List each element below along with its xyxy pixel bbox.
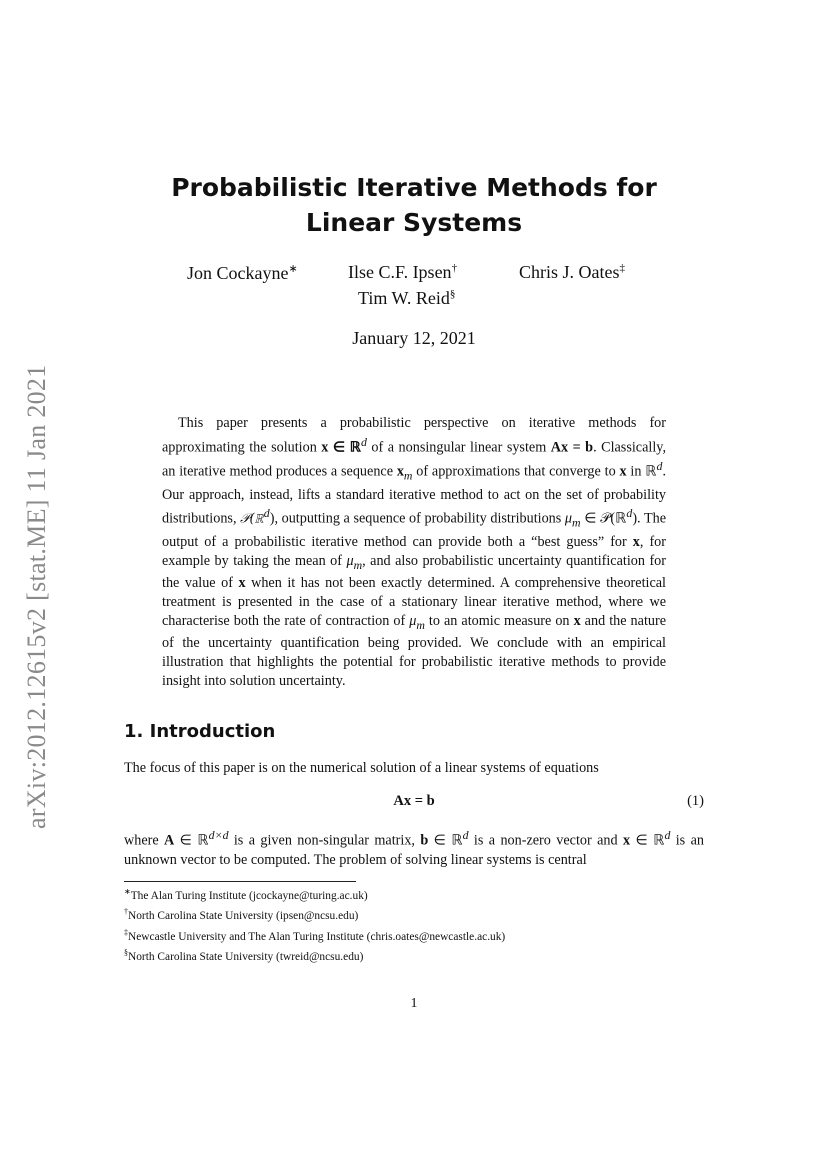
footnotes	[124, 884, 505, 966]
author-name: Ilse C.F. Ipsen	[348, 262, 452, 282]
page-number: 1	[410, 996, 418, 1011]
equation-body: Ax = b	[393, 793, 435, 809]
section-heading-introduction: 1. Introduction	[124, 721, 276, 742]
intro-paragraph-2: where A ∈ ℝ$^{d\times d}$ is a given non-singular matrix, b ∈ ℝ$^d$ is a non-zero vector and x ∈ ℝ$^d$ is an unknown vector to be computed. The problem of solving linear systems is central	[124, 828, 704, 868]
footnote-2: †North Carolina State University (ipsen@ncsu.edu)	[124, 907, 359, 923]
author-mark: ∗	[288, 263, 298, 275]
footnote-4: §North Carolina State University (twreid@ncsu.edu)	[124, 948, 364, 963]
author-name: Chris J. Oates	[519, 262, 620, 282]
footnote-3: ‡Newcastle University and The Alan Turing Institute (chris.oates@newcastle.ac.uk)	[124, 927, 506, 943]
footnote-divider	[124, 881, 356, 882]
author-mark: ‡	[619, 262, 625, 274]
author-4	[358, 288, 455, 309]
author-mark: †	[451, 262, 458, 274]
abstract: This paper presents a probabilistic perspective on iterative methods for approximating the solution x ∈ ℝ$^d$ of a nonsingular linear system Ax = b. Classically, an iterative method produces a sequence $x_m$ of approximations that converge to x in ℝ$^d$. Our approach, instead, lifts a standard iterative method to act on the set of probability distributions, 𝒫(ℝ$^d$), outputting a sequence of probability distributions $\mu_m$ ∈ 𝒫(ℝ$^d$). The output of a probabilistic iterative method can provide both a “best guess” for x, for example by taking the mean of $\mu_m$, and also probabilistic uncertainty quantification for the value of x when it has not been exactly determined. A comprehensive theoretical treatment is presented in the case of a stationary linear iterative method, where we characterise both the rate of contraction of $\mu_m$ to an atomic measure on x and the nature of the uncertainty quantification being provided. We conclude with an empirical illustration that highlights the potential for probabilistic iterative methods to provide insight into solution uncertainty.	[162, 415, 667, 690]
intro-paragraph-1: The focus of this paper is on the numerical solution of a linear systems of equations	[124, 760, 599, 776]
arxiv-identifier-stamp: arXiv:2012.12615v2 [stat.ME] 11 Jan 2021	[22, 364, 51, 829]
author-name: Jon Cockayne	[187, 263, 289, 283]
paper-date: January 12, 2021	[352, 328, 476, 348]
author-mark: §	[449, 288, 456, 300]
author-name: Tim W. Reid	[358, 288, 450, 308]
author-2	[348, 262, 457, 283]
footnote-1: ∗The Alan Turing Institute (jcockayne@turing.ac.uk)	[124, 887, 368, 902]
author-3	[519, 262, 625, 283]
author-1	[187, 262, 298, 284]
paper-title: Probabilistic Iterative Methods for Linear Systems	[171, 173, 657, 237]
equation-number: (1)	[687, 793, 704, 809]
